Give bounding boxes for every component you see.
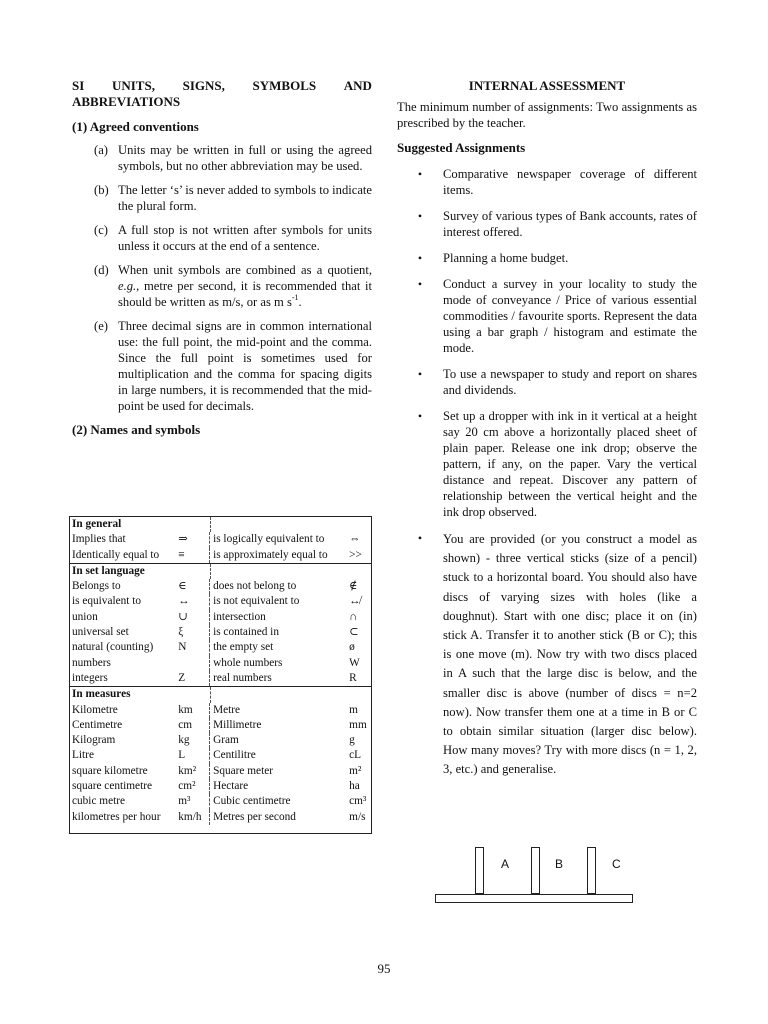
table-section-general	[70, 517, 371, 564]
item-text: Comparative newspaper coverage of different items.	[443, 167, 697, 197]
item-text-part: .	[298, 295, 302, 309]
superscript: -1	[291, 292, 299, 302]
table-cell-symbol: ø	[349, 641, 355, 654]
table-cell-symbol: km/h	[178, 810, 202, 823]
bullet-icon: •	[417, 251, 423, 265]
horizontal-board	[435, 894, 633, 903]
table-cell-term: universal set	[72, 626, 129, 639]
table-cell-term: natural (counting)	[72, 641, 154, 654]
list-item	[397, 366, 697, 398]
table-cell-term: numbers	[72, 656, 111, 669]
title-word: SYMBOLS	[252, 78, 317, 93]
table-cell-symbol: ∩	[349, 610, 358, 623]
table-cell-term: is logically equivalent to	[209, 532, 349, 547]
list-item	[72, 142, 372, 174]
table-row	[70, 610, 371, 625]
table-cell-term: Hectare	[209, 779, 349, 794]
item-text: Three decimal signs are in common international use: the full point, the mid-point and the comma. Since the full point is sometimes used for multiplication and the comma for spacing digits in large numbers, it is recommended that the mid-point be used for decimals.	[118, 319, 372, 413]
item-text	[118, 262, 372, 310]
table-cell-term: cubic metre	[72, 795, 126, 808]
item-text: To use a newspaper to study and report on shares and dividends.	[443, 367, 697, 397]
table-cell-term: is not equivalent to	[209, 594, 349, 609]
bullet-icon: •	[417, 167, 423, 181]
table-cell-symbol: km	[178, 703, 193, 716]
table-cell-term: Belongs to	[72, 580, 121, 593]
section-heading: In measures	[72, 688, 131, 701]
table-cell-term: integers	[72, 671, 108, 684]
item-label: (e)	[94, 319, 108, 333]
table-cell-symbol: cm	[178, 718, 193, 731]
label-a: A	[501, 857, 510, 871]
list-item	[397, 208, 697, 240]
list-item	[397, 250, 697, 266]
bullet-icon: •	[417, 277, 423, 291]
table-cell-symbol: cm²	[178, 780, 196, 793]
item-text: Set up a dropper with ink in it vertical at a height say 20 cm above a horizontally placed sheet of plain paper. Release one ink drop; observe the pattern, if any, on the paper. Vary the vertical distance and repeat. Discover any pattern of relationship between the vertical height and the ink drop observed.	[443, 409, 697, 519]
table-cell-symbol: ∉	[349, 580, 358, 593]
table-cell-term: Centilitre	[209, 748, 349, 763]
bullet-icon: •	[417, 367, 423, 381]
bullet-icon: •	[417, 531, 423, 545]
table-cell-term: is equivalent to	[72, 595, 142, 608]
table-cell-symbol: ⇔	[349, 533, 361, 546]
table-cell-symbol: mm	[349, 718, 367, 731]
bullet-icon: •	[417, 209, 423, 223]
section-heading: In set language	[72, 564, 145, 577]
table-section-set-language	[70, 564, 371, 687]
sticks-diagram	[433, 846, 635, 906]
internal-assessment-title: INTERNAL ASSESSMENT	[468, 78, 626, 93]
table-cell-symbol: ∪	[178, 610, 188, 623]
item-text-part: When unit symbols are combined as a quotient,	[118, 263, 372, 277]
table-cell-symbol: m³	[178, 795, 191, 808]
subheading-names-symbols: (2) Names and symbols	[72, 422, 201, 437]
table-cell-term: intersection	[209, 610, 349, 625]
table-cell-term: kilometres per hour	[72, 810, 161, 823]
list-item	[72, 182, 372, 214]
table-row	[70, 703, 371, 718]
table-cell-symbol	[178, 656, 209, 671]
list-item	[72, 222, 372, 254]
table-cell-term: whole numbers	[209, 656, 349, 671]
bullet-icon: •	[417, 409, 423, 423]
intro-paragraph: The minimum number of assignments: Two assignments as prescribed by the teacher.	[397, 100, 697, 130]
table-cell-symbol: R	[349, 671, 357, 684]
table-row	[70, 640, 371, 655]
list-item	[72, 318, 372, 414]
table-row	[70, 548, 371, 563]
table-cell-symbol: ∈	[178, 580, 187, 593]
title-word: UNITS,	[111, 78, 155, 93]
table-cell-symbol: m/s	[349, 810, 366, 823]
table-cell-symbol: km²	[178, 764, 197, 777]
table-cell-term: Metre	[209, 703, 349, 718]
table-cell-symbol: m	[349, 703, 358, 716]
table-cell-symbol: >>	[349, 548, 362, 561]
stick-b	[531, 847, 540, 894]
label-c: C	[612, 857, 621, 871]
table-row	[70, 594, 371, 609]
table-cell-symbol: cL	[349, 749, 362, 762]
table-row	[70, 748, 371, 763]
table-row	[70, 579, 371, 594]
table-cell-symbol: ξ	[178, 626, 184, 639]
table-row	[70, 779, 371, 794]
item-text: Conduct a survey in your locality to study the mode of conveyance / Price of various essential commodities / favourite sports. Represent the data using a bar graph / histogram and estimate the mode.	[443, 277, 697, 355]
table-cell-symbol: ha	[349, 780, 360, 793]
subheading-agreed-conventions: (1) Agreed conventions	[72, 119, 199, 134]
table-cell-term: square centimetre	[72, 780, 152, 793]
item-text: Planning a home budget.	[443, 251, 569, 265]
assignments-list	[397, 166, 697, 780]
table-row	[70, 532, 371, 547]
item-label: (b)	[94, 183, 109, 197]
left-column	[72, 78, 372, 438]
list-item	[397, 408, 697, 520]
table-row	[70, 733, 371, 748]
table-cell-term: Millimetre	[209, 718, 349, 733]
stick-a	[475, 847, 484, 894]
list-item	[397, 166, 697, 198]
table-cell-symbol: L	[178, 749, 186, 762]
table-cell-symbol: ↮	[349, 595, 361, 608]
item-text: A full stop is not written after symbols for units unless it occurs at the end of a sentence.	[118, 223, 372, 253]
table-cell-term: Kilogram	[72, 734, 116, 747]
table-row	[70, 794, 371, 809]
item-text: The letter ‘s’ is never added to symbols to indicate the plural form.	[118, 183, 373, 213]
table-cell-term: square kilometre	[72, 764, 148, 777]
table-cell-term: Identically equal to	[72, 548, 160, 561]
table-cell-symbol: ⊂	[349, 626, 359, 639]
table-cell-term: Kilometre	[72, 703, 118, 716]
table-row	[70, 671, 371, 686]
section-title-line2: ABBREVIATIONS	[72, 94, 181, 109]
table-cell-symbol: kg	[178, 734, 190, 747]
item-text: Units may be written in full or using the agreed symbols, but no other abbreviation may be used.	[118, 143, 372, 173]
item-text: Survey of various types of Bank accounts, rates of interest offered.	[443, 209, 697, 239]
item-text-part: metre per second, it is recommended that it should be written as m/s, or as m s	[118, 279, 372, 309]
title-word: SIGNS,	[182, 78, 225, 93]
table-cell-term: does not belong to	[209, 579, 349, 594]
table-cell-term: union	[72, 610, 98, 623]
title-word: SI	[72, 78, 85, 93]
table-cell-term: is contained in	[209, 625, 349, 640]
subheading-suggested-assignments: Suggested Assignments	[397, 140, 526, 155]
right-column	[397, 78, 697, 790]
list-item	[72, 262, 372, 310]
item-text: You are provided (or you construct a model as shown) - three vertical sticks (size of a pencil) stuck to a horizontal board. You should also have discs of varying sizes with holes (like a doughnut). Start with one disc; place it on (in) stick A. Transfer it to another stick (B or C); this is one move (m). Now try with two discs placed in A such that the large disc is below, and the smaller disc is above (number of discs = n=2 now). Now transfer them one at a time in B or C to obtain similar situation (larger disc below). How many moves? Try with more discs (n = 1, 2, 3, etc.) and generalise.	[443, 532, 697, 777]
section-title	[72, 78, 372, 94]
table-cell-term: Square meter	[209, 764, 349, 779]
table-cell-symbol: W	[349, 656, 360, 669]
table-cell-symbol: g	[349, 734, 355, 747]
table-cell-symbol: ⇒	[178, 533, 188, 546]
symbols-table	[69, 516, 372, 834]
page-number: 95	[377, 961, 391, 976]
table-cell-symbol: N	[178, 641, 187, 654]
table-cell-symbol: ↔	[178, 595, 190, 608]
table-row	[70, 656, 371, 671]
table-row	[70, 718, 371, 733]
table-row	[70, 764, 371, 779]
table-row	[70, 625, 371, 640]
table-cell-symbol: Z	[178, 671, 186, 684]
item-label: (a)	[94, 143, 108, 157]
stick-c	[587, 847, 596, 894]
list-item	[397, 530, 697, 780]
table-cell-term: Gram	[209, 733, 349, 748]
table-cell-term: Litre	[72, 749, 94, 762]
table-row	[70, 810, 371, 825]
item-label: (d)	[94, 263, 109, 277]
item-label: (c)	[94, 223, 108, 237]
table-cell-symbol: cm³	[349, 795, 367, 808]
list-item	[397, 276, 697, 356]
table-cell-symbol: ≡	[178, 548, 185, 561]
section-heading: In general	[72, 518, 122, 530]
table-cell-term: the empty set	[209, 640, 349, 655]
item-text-italic: e.g.,	[118, 279, 140, 293]
label-b: B	[555, 857, 564, 871]
title-word: AND	[343, 78, 372, 93]
conventions-list	[72, 142, 372, 414]
table-cell-term: Implies that	[72, 533, 126, 546]
table-cell-term: Cubic centimetre	[209, 794, 349, 809]
table-cell-term: Centimetre	[72, 718, 123, 731]
table-section-measures	[70, 687, 371, 825]
table-cell-symbol: m²	[349, 764, 362, 777]
table-cell-term: Metres per second	[209, 810, 349, 825]
table-cell-term: real numbers	[209, 671, 349, 686]
table-cell-term: is approximately equal to	[209, 548, 349, 563]
